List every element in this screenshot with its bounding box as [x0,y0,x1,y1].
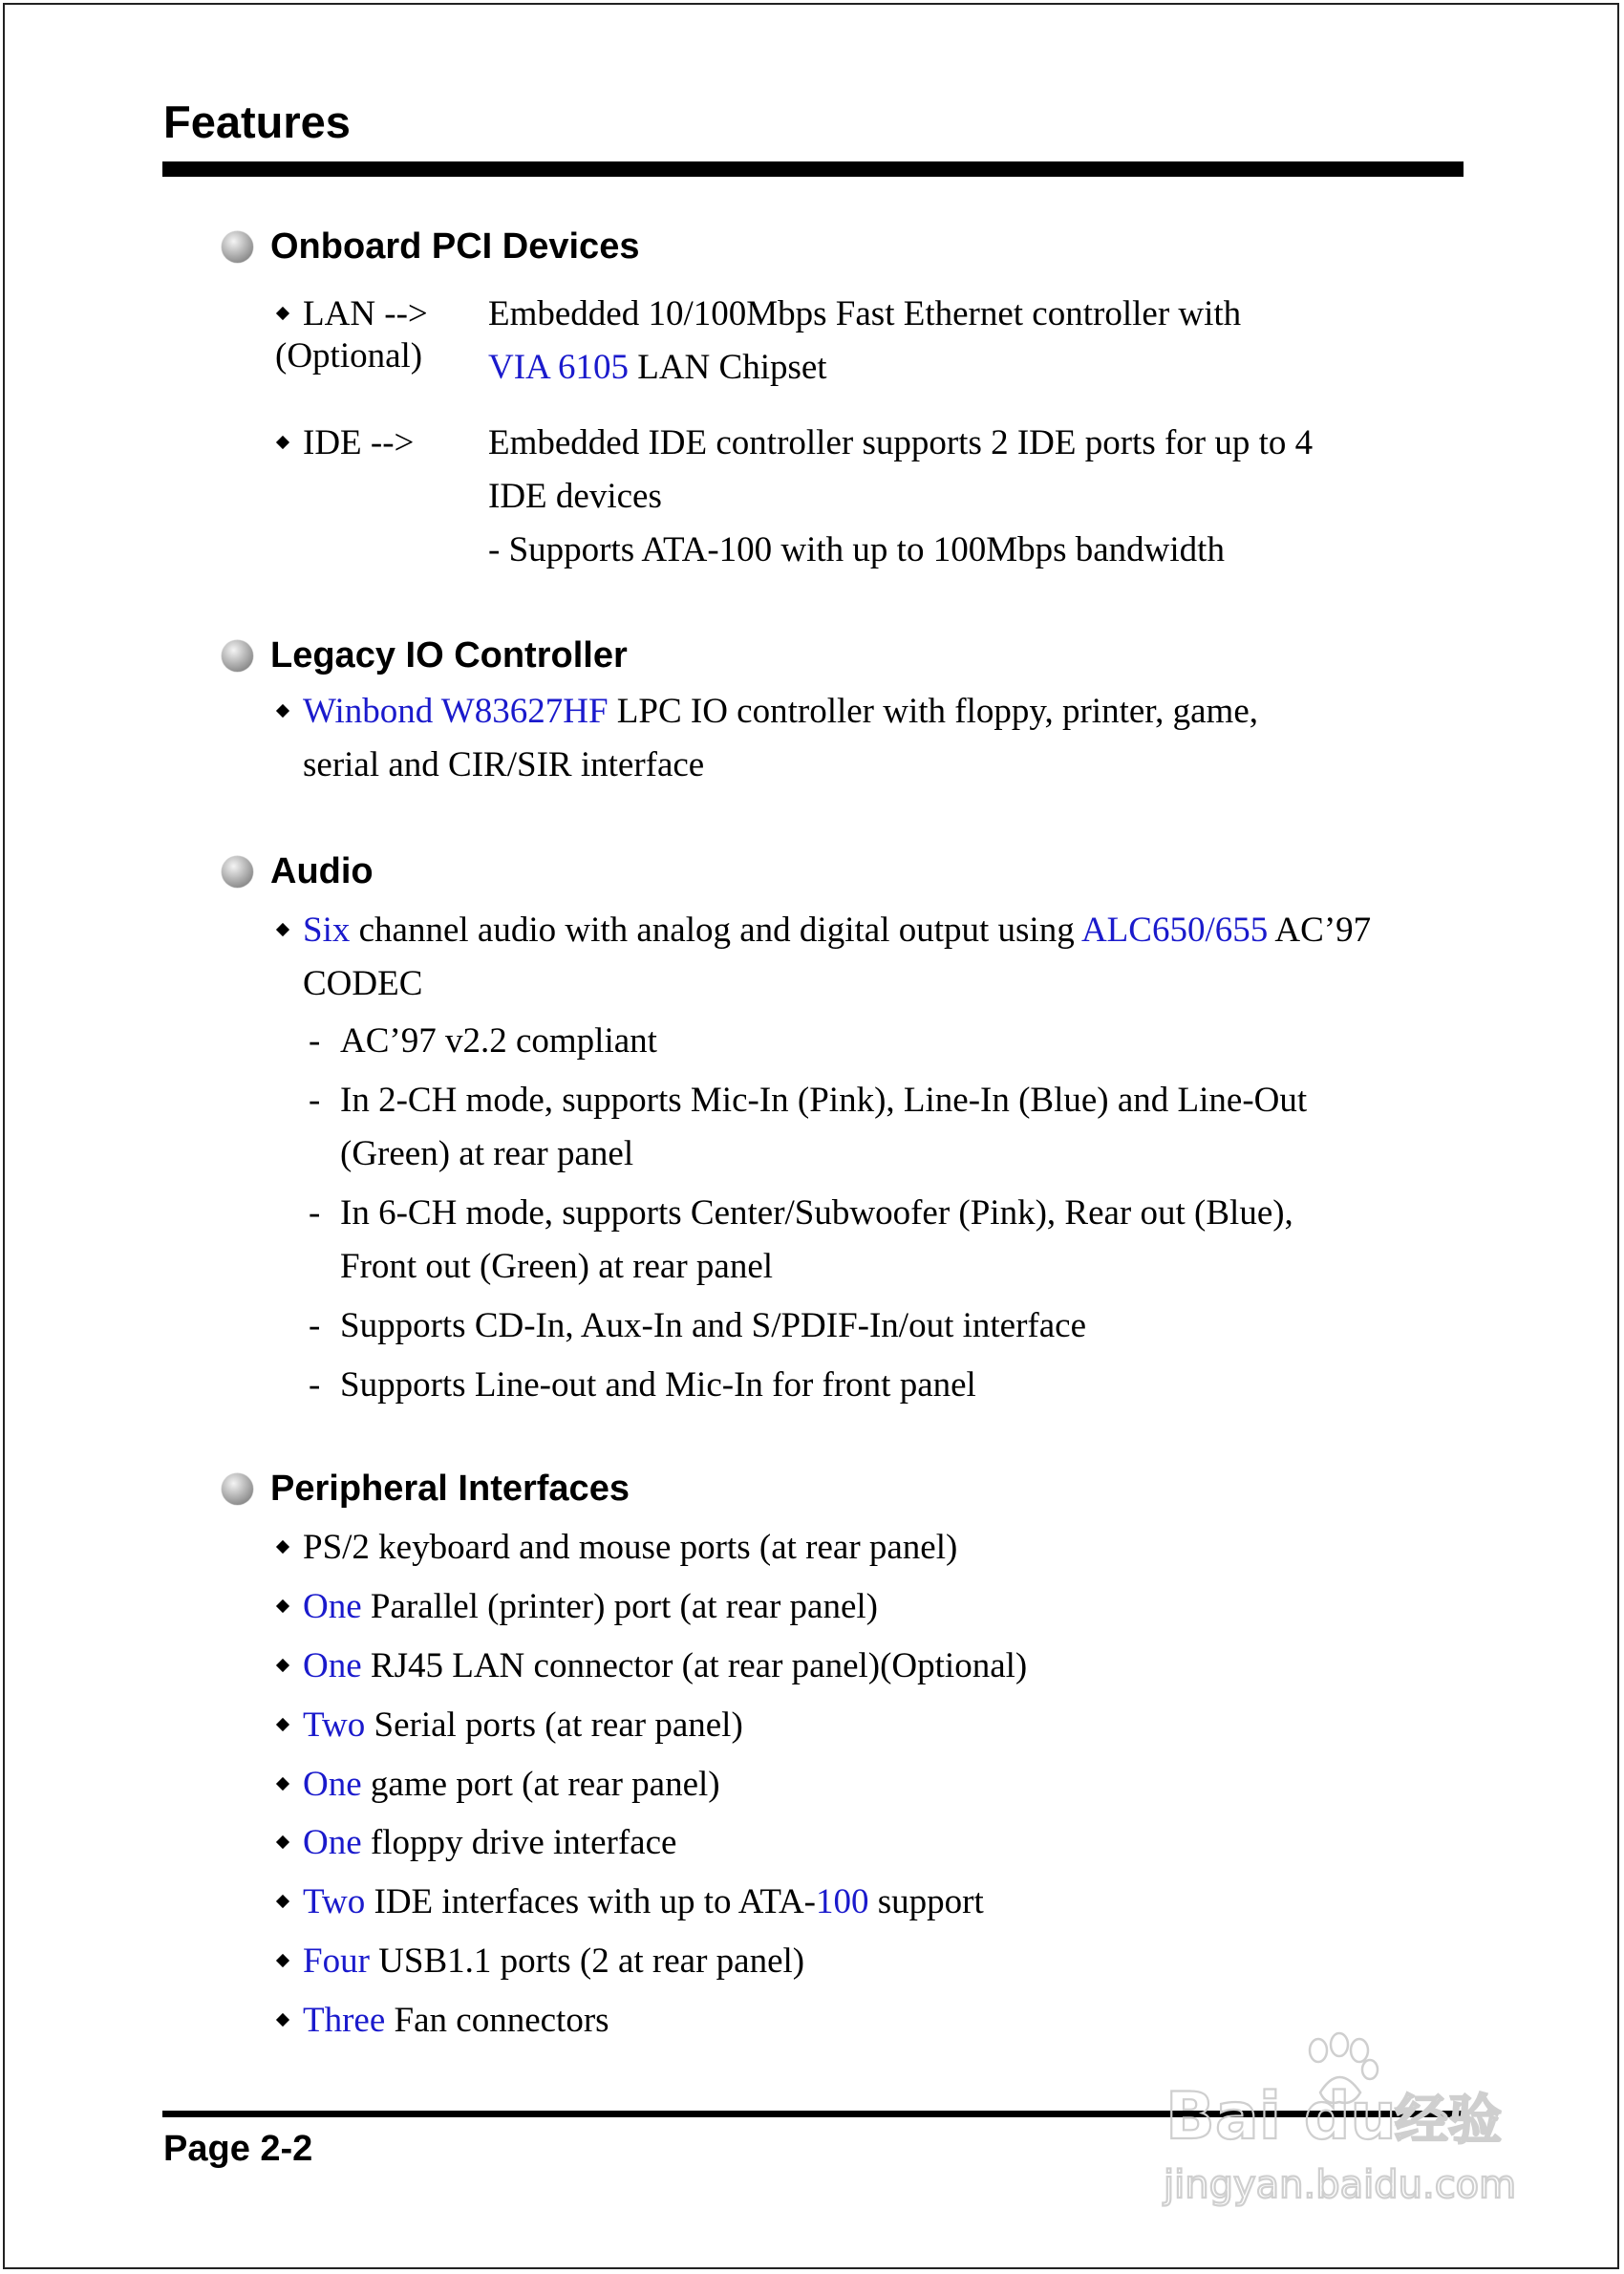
audio-sub-item: Supports CD-In, Aux-In and S/PDIF-In/out interface [340,1306,1087,1345]
section-legacy-header [222,633,628,677]
peripheral-item [303,1876,984,1929]
audio-sub-dash: - [309,1021,321,1061]
audio-description-end: AC’97 [1268,911,1372,950]
peripheral-item-text: PS/2 keyboard and mouse ports (at rear panel) [303,1528,958,1567]
page-title: Features [163,97,351,147]
lan-sublabel: (Optional) [275,336,423,375]
peripheral-count-highlight: Three [303,2001,386,2040]
peripheral-item [303,1816,676,1870]
peripheral-item-text: USB1.1 ports (2 at rear panel) [369,1941,805,1981]
audio-sub-dash: - [309,1193,321,1233]
lan-chipset-rest: LAN Chipset [628,348,827,387]
section-bullet-icon [222,231,253,263]
audio-description-mid: channel audio with analog and digital output using [350,911,1081,950]
peripheral-count-highlight: Two [303,1706,366,1745]
section-legacy-title: Legacy IO Controller [270,634,628,676]
legacy-description-line1 [303,685,1258,739]
audio-sub-item-continued: (Green) at rear panel [340,1134,634,1173]
section-bullet-icon [222,640,253,672]
peripheral-count-highlight: One [303,1646,362,1685]
legacy-description-line2: serial and CIR/SIR interface [303,745,705,784]
section-bullet-icon [222,856,253,888]
ide-description-line3: - Supports ATA-100 with up to 100Mbps bandwidth [488,530,1225,569]
peripheral-item-text: Parallel (printer) port (at rear panel) [361,1587,878,1626]
peripheral-ata-highlight: 100 [816,1882,869,1921]
peripheral-count-highlight: Four [303,1941,370,1981]
peripheral-item-text: floppy drive interface [361,1823,677,1862]
audio-sub-item: AC’97 v2.2 compliant [340,1021,657,1061]
audio-codec-highlight: ALC650/655 [1080,911,1269,950]
lan-chipset-highlight: VIA 6105 [488,348,629,387]
peripheral-item [303,1758,720,1812]
section-audio-title: Audio [270,850,374,891]
audio-sub-item: Supports Line-out and Mic-In for front panel [340,1365,976,1405]
page-number: Page 2-2 [163,2129,313,2169]
peripheral-count-highlight: One [303,1765,362,1804]
title-rule [162,161,1464,177]
audio-sub-item-continued: Front out (Green) at rear panel [340,1247,774,1286]
audio-description-line2: CODEC [303,964,423,1003]
peripheral-item [303,1935,804,1988]
legacy-chip-highlight: Winbond W83627HF [303,692,609,731]
lan-description-line1: Embedded 10/100Mbps Fast Ethernet controller with [488,294,1242,333]
peripheral-item [303,1521,957,1575]
section-peripheral-header [222,1467,630,1511]
peripheral-count-highlight: One [303,1823,362,1862]
peripheral-item-text-end: support [868,1882,984,1921]
lan-description-line2 [488,341,827,395]
audio-sub-dash: - [309,1081,321,1120]
peripheral-item-text: Serial ports (at rear panel) [365,1706,743,1745]
ide-label: IDE --> [303,423,415,462]
audio-channels-highlight: Six [303,911,351,950]
audio-description-line1 [303,904,1371,957]
peripheral-count-highlight: One [303,1587,362,1626]
audio-sub-item: In 2-CH mode, supports Mic-In (Pink), Line-In (Blue) and Line-Out [340,1081,1308,1120]
lan-label: LAN --> [303,294,428,333]
peripheral-item-text: game port (at rear panel) [361,1765,720,1804]
peripheral-item [303,1994,609,2048]
audio-sub-dash: - [309,1365,321,1405]
watermark-brand: Bai du [1165,2079,1397,2155]
ide-description-line1: Embedded IDE controller supports 2 IDE ports for up to 4 [488,423,1314,462]
footer-rule [162,2111,1464,2117]
section-pci-title: Onboard PCI Devices [270,225,640,267]
section-peripheral-title: Peripheral Interfaces [270,1468,630,1509]
peripheral-item [303,1699,743,1752]
section-bullet-icon [222,1473,253,1505]
watermark-url: jingyan.baidu.com [1164,2163,1517,2207]
legacy-description-rest: LPC IO controller with floppy, printer, game, [608,692,1259,731]
ide-description-line2: IDE devices [488,477,662,516]
peripheral-item [303,1580,878,1634]
peripheral-item-text: Fan connectors [385,2001,609,2040]
section-pci-header [222,225,639,268]
audio-sub-item: In 6-CH mode, supports Center/Subwoofer (Pink), Rear out (Blue), [340,1193,1293,1233]
section-audio-header [222,849,374,893]
peripheral-item [303,1640,1027,1693]
audio-sub-dash: - [309,1306,321,1345]
peripheral-item-text: IDE interfaces with up to ATA- [365,1882,816,1921]
watermark-sub-cn: 经验 [1395,2090,1502,2152]
peripheral-item-text: RJ45 LAN connector (at rear panel)(Optional) [361,1646,1028,1685]
peripheral-count-highlight: Two [303,1882,366,1921]
